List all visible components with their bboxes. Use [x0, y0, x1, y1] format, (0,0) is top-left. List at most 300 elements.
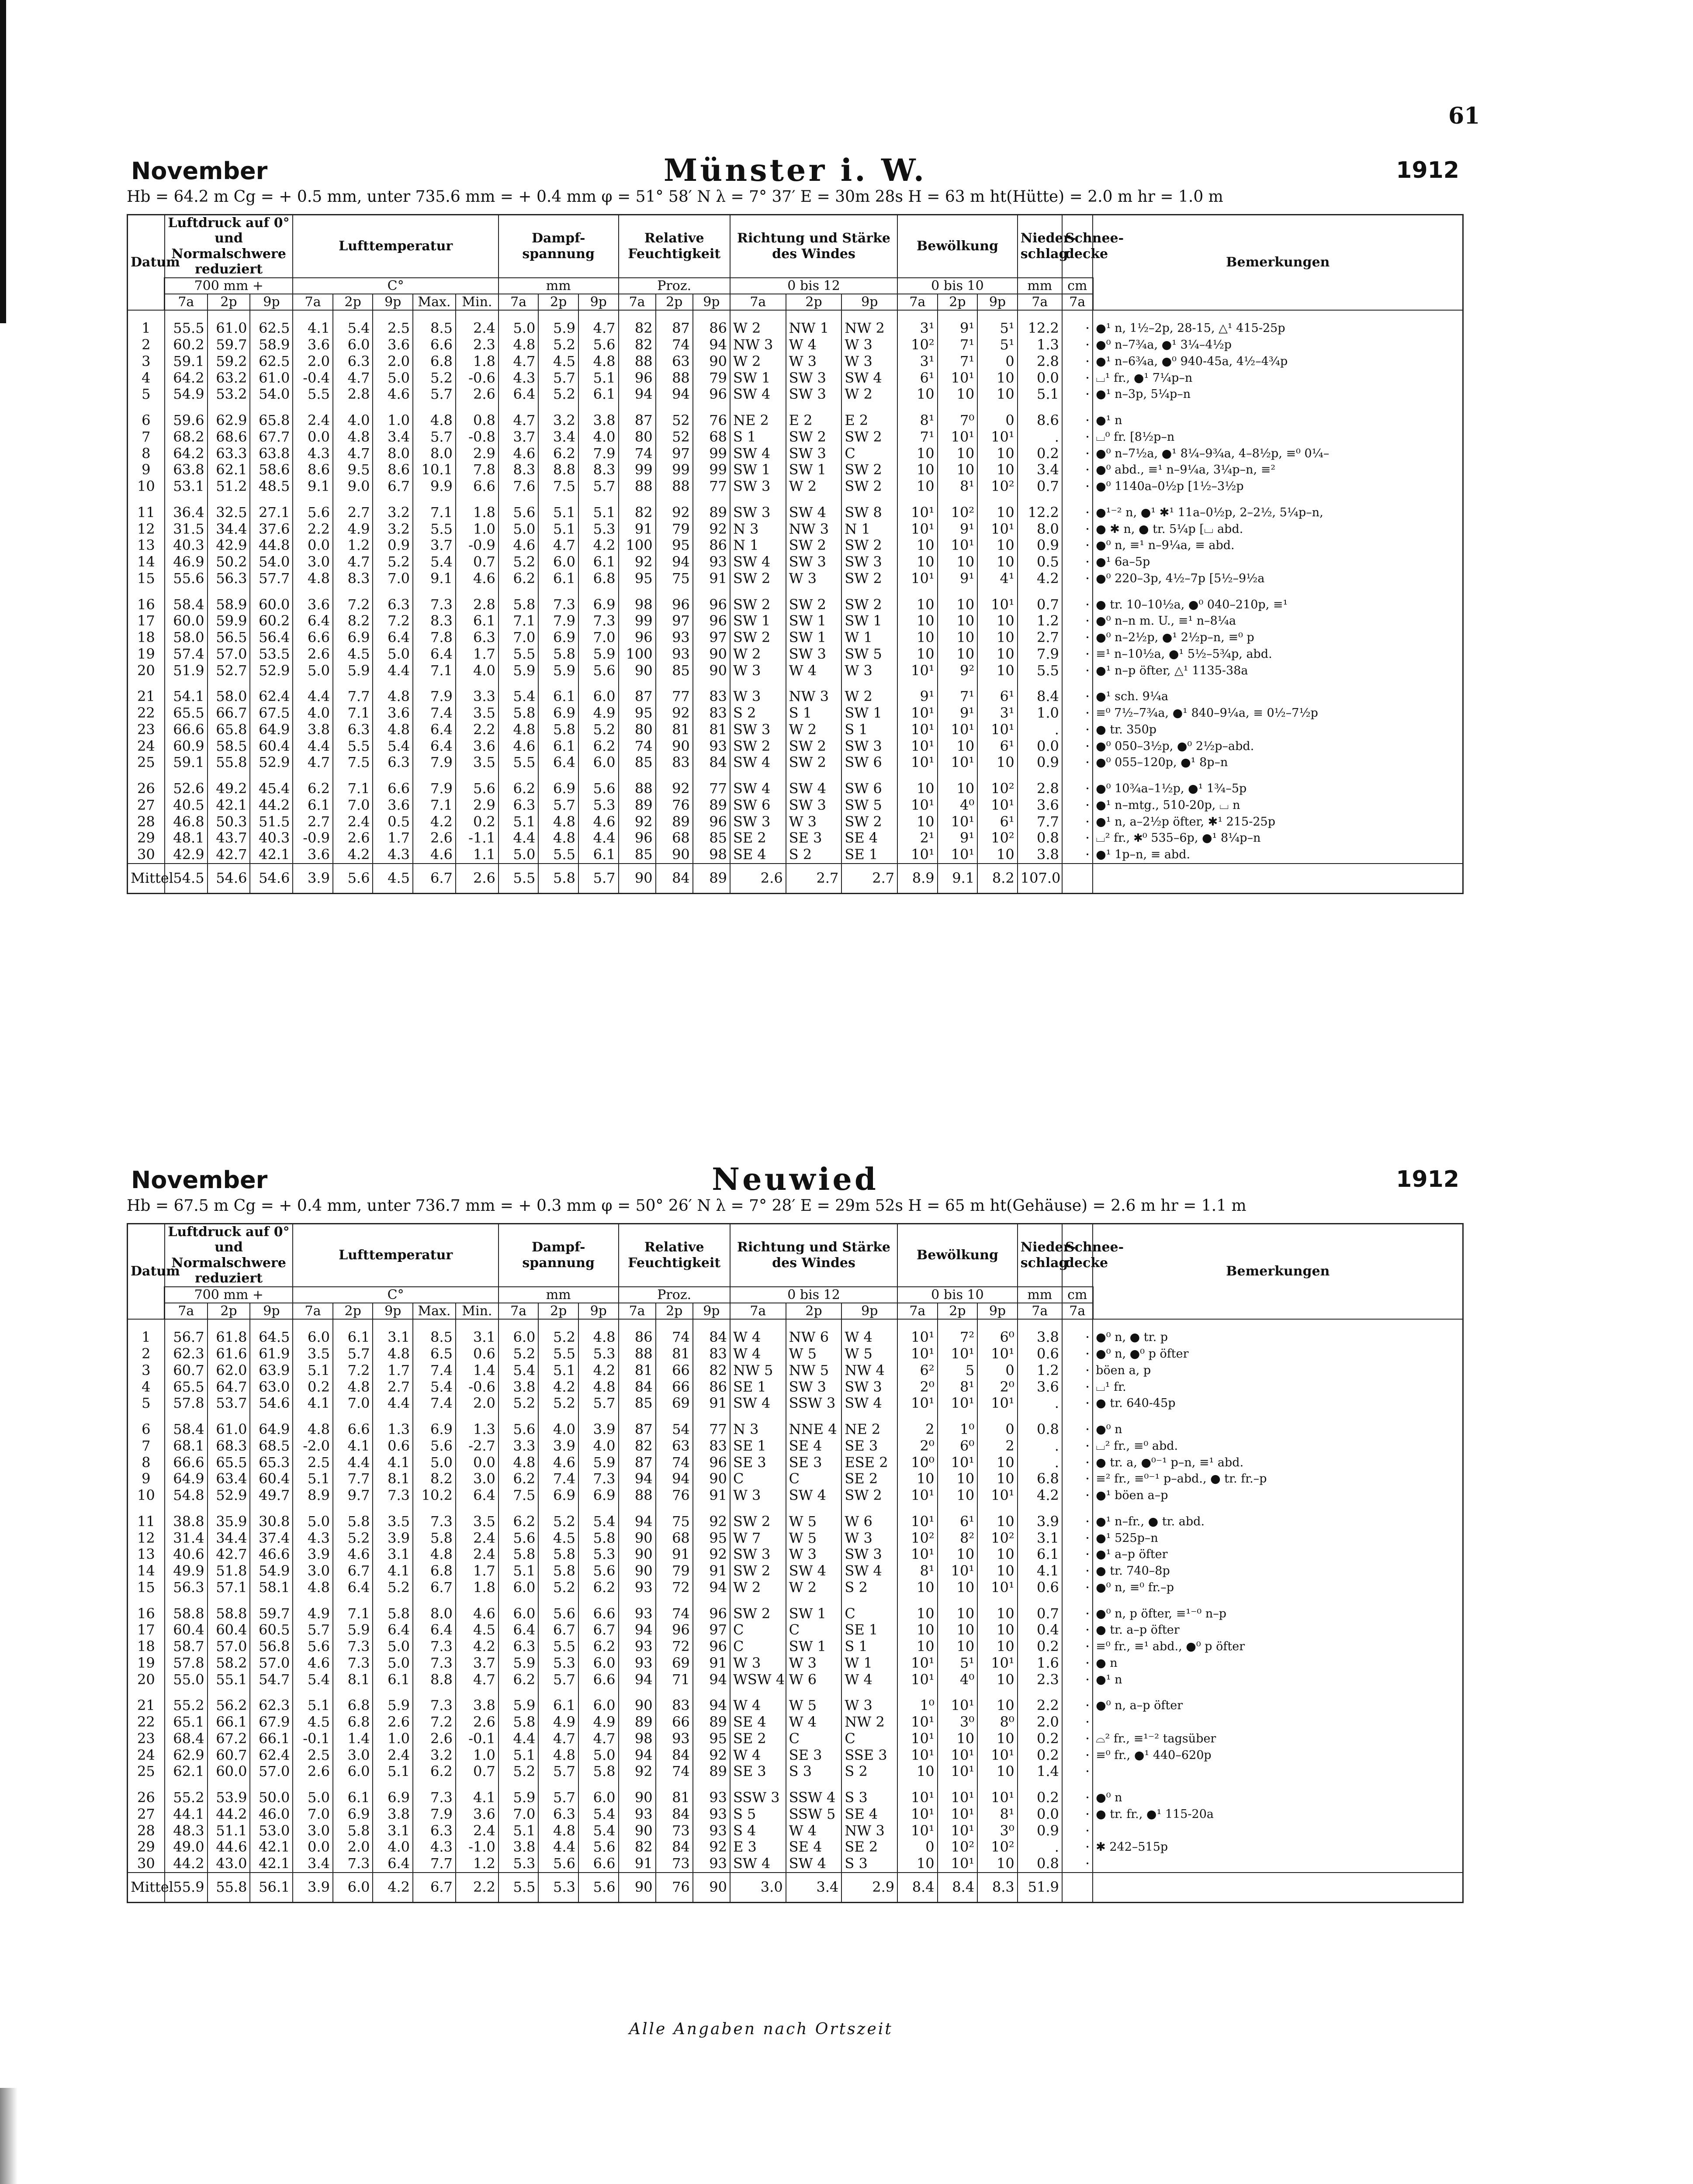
data-cell: 65.5 — [208, 1455, 250, 1471]
data-cell: 6.6 — [578, 1672, 619, 1688]
data-cell: 10¹ — [977, 722, 1018, 738]
data-cell: W 3 — [730, 1487, 786, 1504]
table-row — [128, 537, 1463, 554]
table-row — [128, 613, 1463, 629]
mean-cell: 3.9 — [293, 1873, 333, 1902]
spacer-cell — [897, 1412, 938, 1421]
data-cell: 55.0 — [165, 1672, 208, 1688]
data-cell: 9¹ — [938, 705, 978, 722]
data-cell: 5.2 — [413, 370, 456, 387]
spacer-cell — [333, 587, 373, 597]
data-cell: 10² — [897, 1530, 938, 1547]
data-cell: 31.5 — [165, 521, 208, 538]
spacer-cell — [841, 1412, 897, 1421]
data-cell: 43.0 — [208, 1856, 250, 1873]
data-cell: 0 — [977, 1362, 1018, 1379]
data-cell: 10 — [977, 1563, 1018, 1579]
spacer-cell — [786, 1504, 842, 1514]
data-cell: 6.1 — [538, 570, 578, 587]
data-cell: SW 2 — [841, 478, 897, 495]
spacer-cell — [730, 1319, 786, 1329]
data-cell: 59.7 — [208, 337, 250, 353]
data-cell: SW 3 — [786, 386, 842, 403]
data-cell: SW 3 — [786, 646, 842, 663]
spacer-cell — [413, 679, 456, 688]
obs-time-label: 9p — [373, 1303, 413, 1319]
data-cell: 96 — [693, 613, 730, 629]
data-cell: 2.8 — [1018, 353, 1062, 370]
data-cell: 6.0 — [499, 1329, 539, 1346]
spacer-cell — [1018, 679, 1062, 688]
spacer-cell — [499, 679, 539, 688]
data-cell: 10¹ — [897, 505, 938, 521]
data-cell: 55.6 — [165, 570, 208, 587]
spacer-cell — [693, 1412, 730, 1421]
data-cell: SW 3 — [786, 446, 842, 462]
data-cell: 4.8 — [373, 1346, 413, 1362]
spacer-cell — [165, 587, 208, 597]
data-cell: 10.2 — [413, 1487, 456, 1504]
table-row — [128, 386, 1463, 403]
data-cell: W 3 — [786, 353, 842, 370]
data-cell: 7.4 — [413, 1362, 456, 1379]
spacer-cell — [656, 771, 693, 781]
data-cell: 3¹ — [897, 320, 938, 337]
data-cell: 96 — [619, 830, 656, 847]
data-cell: 92 — [693, 1546, 730, 1563]
table-row — [128, 814, 1463, 830]
data-cell: SW 2 — [730, 738, 786, 755]
spacer-cell — [730, 771, 786, 781]
data-cell: 7.4 — [413, 1395, 456, 1412]
data-cell: 4.1 — [1018, 1563, 1062, 1579]
data-cell: 51.1 — [208, 1823, 250, 1839]
data-cell: 92 — [656, 781, 693, 797]
mean-cell: 5.7 — [578, 864, 619, 893]
data-cell: 2.2 — [456, 722, 499, 738]
spacer-cell — [730, 495, 786, 505]
data-cell: 5.1 — [538, 505, 578, 521]
data-cell: 24 — [128, 1747, 165, 1764]
remark-cell: ●¹ n–fr., ● tr. abd. — [1093, 1514, 1463, 1530]
data-cell: 2 — [977, 1438, 1018, 1455]
data-cell: SW 4 — [786, 1856, 842, 1873]
data-cell: 90 — [693, 353, 730, 370]
mean-cell: 2.2 — [456, 1873, 499, 1902]
mean-cell: 2.7 — [841, 864, 897, 893]
data-cell: 5.9 — [499, 1655, 539, 1672]
data-cell: · — [1062, 386, 1093, 403]
data-cell: 6¹ — [977, 738, 1018, 755]
data-cell: 5.1 — [293, 1362, 333, 1379]
mean-cell: 107.0 — [1018, 864, 1062, 893]
data-cell: 73 — [656, 1823, 693, 1839]
data-cell: 10 — [897, 597, 938, 613]
data-cell: 44.6 — [208, 1839, 250, 1856]
data-cell: SW 6 — [730, 797, 786, 814]
data-cell: 8² — [938, 1530, 978, 1547]
data-cell: 10¹ — [897, 521, 938, 538]
data-cell: 7.1 — [333, 705, 373, 722]
data-cell: 82 — [619, 505, 656, 521]
data-cell: 1.3 — [373, 1421, 413, 1438]
data-cell: · — [1062, 570, 1093, 587]
data-cell: 0 — [977, 412, 1018, 429]
data-cell: 7 — [128, 1438, 165, 1455]
data-cell: 94 — [619, 1672, 656, 1688]
data-cell: · — [1062, 814, 1093, 830]
data-cell: · — [1062, 462, 1093, 478]
obs-time-label: 9p — [693, 294, 730, 310]
spacer-cell — [538, 1412, 578, 1421]
data-cell: 9 — [128, 462, 165, 478]
data-cell: 10 — [938, 1487, 978, 1504]
spacer-cell — [128, 1688, 165, 1697]
data-cell: 5.4 — [499, 1362, 539, 1379]
data-cell: 5.9 — [538, 663, 578, 679]
data-cell: 10¹ — [977, 521, 1018, 538]
data-cell: 42.1 — [250, 1839, 293, 1856]
remark-cell: ⌴² fr., ✱⁰ 535–6p, ●¹ 8¼p–n — [1093, 830, 1463, 847]
data-cell: 10¹ — [938, 1806, 978, 1823]
data-cell: 58.8 — [208, 1606, 250, 1622]
data-cell: S 1 — [786, 705, 842, 722]
mean-cell: 51.9 — [1018, 1873, 1062, 1902]
data-cell: 7.5 — [499, 1487, 539, 1504]
data-cell: 55.5 — [165, 320, 208, 337]
data-cell: 5.6 — [578, 663, 619, 679]
data-cell: 64.9 — [250, 1421, 293, 1438]
data-cell: 5.3 — [578, 1546, 619, 1563]
spacer-cell — [165, 1780, 208, 1790]
data-cell: 34.4 — [208, 521, 250, 538]
spacer-cell — [165, 679, 208, 688]
data-cell: W 3 — [786, 814, 842, 830]
data-cell: 96 — [656, 1622, 693, 1638]
data-cell: 1 — [128, 320, 165, 337]
data-cell: S 2 — [730, 705, 786, 722]
data-cell: 60.2 — [250, 613, 293, 629]
data-cell: SE 4 — [730, 847, 786, 864]
data-cell: 10 — [977, 505, 1018, 521]
data-cell: SSE 3 — [841, 1747, 897, 1764]
spacer-cell — [656, 1412, 693, 1421]
col-header-precip: Nieder-schlag — [1018, 1224, 1062, 1287]
data-cell: · — [1062, 781, 1093, 797]
data-cell: 10¹ — [897, 754, 938, 771]
remark-cell: ≡⁰ fr., ≡¹ abd., ●⁰ p öfter — [1093, 1638, 1463, 1655]
data-cell: 57.0 — [208, 1638, 250, 1655]
data-cell: 51.8 — [208, 1563, 250, 1579]
data-cell: W 5 — [786, 1530, 842, 1547]
data-cell: 10 — [897, 629, 938, 646]
data-cell: 3.8 — [456, 1697, 499, 1714]
data-cell: 73 — [656, 1856, 693, 1873]
data-cell: 14 — [128, 1563, 165, 1579]
data-cell: 0.7 — [456, 1763, 499, 1780]
obs-time-label: 7a — [165, 294, 208, 310]
spacer-cell — [456, 679, 499, 688]
data-cell: NW 3 — [841, 1823, 897, 1839]
data-cell: 86 — [693, 320, 730, 337]
data-cell: 6¹ — [938, 1514, 978, 1530]
data-cell: 10 — [897, 1471, 938, 1487]
data-cell: 7.3 — [538, 597, 578, 613]
data-cell: 37.6 — [250, 521, 293, 538]
data-cell: 3.9 — [293, 1546, 333, 1563]
data-cell: 29 — [128, 1839, 165, 1856]
data-cell: 66.6 — [165, 722, 208, 738]
data-cell: 5.3 — [578, 1346, 619, 1362]
spacer-cell — [538, 1504, 578, 1514]
data-cell: 64.2 — [165, 370, 208, 387]
spacer-cell — [333, 403, 373, 412]
data-cell: 42.1 — [250, 1856, 293, 1873]
data-cell: SW 2 — [730, 1606, 786, 1622]
data-cell: 7.9 — [1018, 646, 1062, 663]
remark-cell: ●⁰ 1140a–0½p [1½–3½p — [1093, 478, 1463, 495]
data-cell: 25 — [128, 754, 165, 771]
data-cell: 99 — [656, 462, 693, 478]
data-cell: SW 1 — [786, 629, 842, 646]
data-cell: 4.5 — [538, 1530, 578, 1547]
spacer-cell — [333, 1688, 373, 1697]
table-row — [128, 320, 1463, 337]
data-cell: 89 — [693, 1763, 730, 1780]
spacer-cell — [499, 1780, 539, 1790]
data-cell: · — [1062, 722, 1093, 738]
remark-cell: ● tr. fr., ●¹ 115-20a — [1093, 1806, 1463, 1823]
data-cell: 100 — [619, 646, 656, 663]
data-cell: SSW 3 — [730, 1790, 786, 1806]
data-cell: SW 4 — [786, 1487, 842, 1504]
spacer-cell — [619, 495, 656, 505]
remark-cell: ⌴² fr., ≡⁰ abd. — [1093, 1438, 1463, 1455]
data-cell: 5.0 — [499, 847, 539, 864]
table-row — [128, 1747, 1463, 1764]
data-cell: SE 2 — [730, 830, 786, 847]
data-cell: 7.9 — [413, 688, 456, 705]
data-cell: -0.1 — [456, 1731, 499, 1747]
data-cell: SW 3 — [786, 554, 842, 570]
data-cell: 0.0 — [1018, 1806, 1062, 1823]
data-cell: 5.1 — [499, 814, 539, 830]
data-cell: 60.4 — [250, 1471, 293, 1487]
data-cell: · — [1062, 1731, 1093, 1747]
data-cell: . — [1018, 1455, 1062, 1471]
data-cell: · — [1062, 1763, 1093, 1780]
data-cell: 66.1 — [208, 1714, 250, 1731]
data-cell: 3.2 — [413, 1747, 456, 1764]
data-cell: ESE 2 — [841, 1455, 897, 1471]
spacer-cell — [693, 310, 730, 320]
data-cell: 95 — [693, 1530, 730, 1547]
data-cell: 3⁰ — [977, 1823, 1018, 1839]
data-cell: . — [1018, 1839, 1062, 1856]
table-row — [128, 646, 1463, 663]
data-cell: -2.0 — [293, 1438, 333, 1455]
data-cell: 1.2 — [1018, 1362, 1062, 1379]
data-cell: SW 3 — [786, 797, 842, 814]
spacer-cell — [499, 587, 539, 597]
data-cell: 42.9 — [165, 847, 208, 864]
data-cell: 8.5 — [413, 320, 456, 337]
col-header-remarks: Bemerkungen — [1093, 1224, 1463, 1320]
data-cell: 6¹ — [897, 370, 938, 387]
data-cell: 6.2 — [578, 1579, 619, 1596]
data-cell: 4.6 — [456, 1606, 499, 1622]
remark-cell: ●¹ a–p öfter — [1093, 1546, 1463, 1563]
data-cell: 66.1 — [250, 1731, 293, 1747]
data-cell: 5.2 — [538, 337, 578, 353]
spacer-cell — [499, 771, 539, 781]
data-cell: 2.5 — [293, 1455, 333, 1471]
remark-cell: ●⁰ n — [1093, 1421, 1463, 1438]
spacer-cell — [538, 403, 578, 412]
spacer-cell — [977, 587, 1018, 597]
table-row — [128, 1790, 1463, 1806]
data-cell: 5.8 — [538, 1563, 578, 1579]
data-cell: 1⁰ — [938, 1421, 978, 1438]
data-cell: 92 — [656, 505, 693, 521]
data-cell: 2.4 — [456, 1546, 499, 1563]
spacer-cell — [619, 1412, 656, 1421]
data-cell: 8.3 — [499, 462, 539, 478]
data-cell: 5.2 — [538, 1579, 578, 1596]
data-cell: 4.0 — [333, 412, 373, 429]
data-cell: 5.4 — [373, 738, 413, 755]
data-cell: SE 4 — [786, 1839, 842, 1856]
data-cell: · — [1062, 1546, 1093, 1563]
data-cell: N 3 — [730, 1421, 786, 1438]
data-cell: 4.2 — [578, 537, 619, 554]
data-cell: 1.3 — [1018, 337, 1062, 353]
spacer-cell — [373, 771, 413, 781]
spacer-cell — [1018, 1504, 1062, 1514]
obs-time-label: 7a — [619, 294, 656, 310]
spacer-cell — [538, 495, 578, 505]
data-cell: SW 4 — [730, 1395, 786, 1412]
data-cell: 4.5 — [456, 1622, 499, 1638]
data-cell: 5.7 — [578, 478, 619, 495]
data-cell: 54.7 — [250, 1672, 293, 1688]
data-cell: NW 5 — [786, 1362, 842, 1379]
mean-cell: 8.3 — [977, 1873, 1018, 1902]
data-cell: 58.7 — [165, 1638, 208, 1655]
data-cell: 1.4 — [1018, 1763, 1062, 1780]
data-cell: SSW 3 — [786, 1395, 842, 1412]
data-cell: 5.1 — [1018, 386, 1062, 403]
data-cell: 54.0 — [250, 554, 293, 570]
data-cell: 2⁰ — [977, 1379, 1018, 1396]
data-cell: 10² — [977, 781, 1018, 797]
data-cell: 59.6 — [165, 412, 208, 429]
data-cell: 4.8 — [499, 722, 539, 738]
data-cell: 7.9 — [413, 1806, 456, 1823]
data-cell: 6.3 — [499, 797, 539, 814]
data-cell: SE 1 — [730, 1438, 786, 1455]
remark-cell: ●⁰ n, ≡¹ n–9¼a, ≡ abd. — [1093, 537, 1463, 554]
data-cell: 3.1 — [373, 1546, 413, 1563]
spacer-cell — [250, 403, 293, 412]
data-cell: 6.1 — [578, 847, 619, 864]
data-cell: 65.1 — [165, 1714, 208, 1731]
data-cell: · — [1062, 1823, 1093, 1839]
data-cell: · — [1062, 613, 1093, 629]
data-cell: 10 — [977, 754, 1018, 771]
remark-cell: ● tr. 640-45p — [1093, 1395, 1463, 1412]
spacer-cell — [730, 310, 786, 320]
table-row — [128, 1606, 1463, 1622]
data-cell: 7 — [128, 429, 165, 446]
mean-cell — [1062, 1873, 1093, 1902]
data-cell: 10¹ — [938, 1790, 978, 1806]
data-cell: 60.5 — [250, 1622, 293, 1638]
data-cell: W 3 — [841, 663, 897, 679]
obs-time-label: 2p — [208, 294, 250, 310]
data-cell: 13 — [128, 1546, 165, 1563]
mean-cell: 90 — [693, 1873, 730, 1902]
data-cell: 8.1 — [333, 1672, 373, 1688]
table-row — [128, 1395, 1463, 1412]
data-cell: 2.0 — [456, 1395, 499, 1412]
scan-edge-shadow — [0, 0, 6, 323]
data-cell: 36.4 — [165, 505, 208, 521]
table-row — [128, 1487, 1463, 1504]
data-cell: 87 — [619, 1455, 656, 1471]
spacer-cell — [333, 679, 373, 688]
data-cell: 1.0 — [456, 1747, 499, 1764]
unit-label: Proz. — [619, 278, 730, 294]
data-cell: 10¹ — [897, 847, 938, 864]
mean-cell: 55.8 — [208, 1873, 250, 1902]
spacer-cell — [897, 310, 938, 320]
spacer-cell — [293, 403, 333, 412]
col-header-remarks: Bemerkungen — [1093, 215, 1463, 311]
data-cell: 6.7 — [578, 1622, 619, 1638]
data-cell: SW 3 — [730, 505, 786, 521]
data-cell: 60.7 — [208, 1747, 250, 1764]
data-cell: 68.4 — [165, 1731, 208, 1747]
data-cell: 3.9 — [373, 1530, 413, 1547]
data-cell: 5.2 — [373, 554, 413, 570]
spacer-cell — [293, 587, 333, 597]
data-cell: 7.4 — [538, 1471, 578, 1487]
data-cell: 4.6 — [333, 1546, 373, 1563]
data-cell: 1.6 — [1018, 1655, 1062, 1672]
data-cell: 42.7 — [208, 1546, 250, 1563]
data-cell: NW 2 — [841, 1714, 897, 1731]
spacer-cell — [841, 1688, 897, 1697]
spacer-cell — [538, 1688, 578, 1697]
data-cell: 5.8 — [499, 1714, 539, 1731]
data-cell: 7¹ — [938, 337, 978, 353]
mean-cell: 5.5 — [499, 1873, 539, 1902]
data-cell: W 2 — [730, 320, 786, 337]
spacer-cell — [977, 679, 1018, 688]
data-cell: 5.4 — [413, 554, 456, 570]
spacer-cell — [128, 310, 165, 320]
data-cell: 5.6 — [293, 505, 333, 521]
data-cell: 10¹ — [897, 1487, 938, 1504]
data-cell: 6.0 — [578, 1697, 619, 1714]
data-cell: W 2 — [730, 646, 786, 663]
data-cell: 27 — [128, 797, 165, 814]
data-cell: 4.9 — [293, 1606, 333, 1622]
data-cell: 6.3 — [373, 597, 413, 613]
data-cell: · — [1062, 370, 1093, 387]
spacer-cell — [373, 495, 413, 505]
